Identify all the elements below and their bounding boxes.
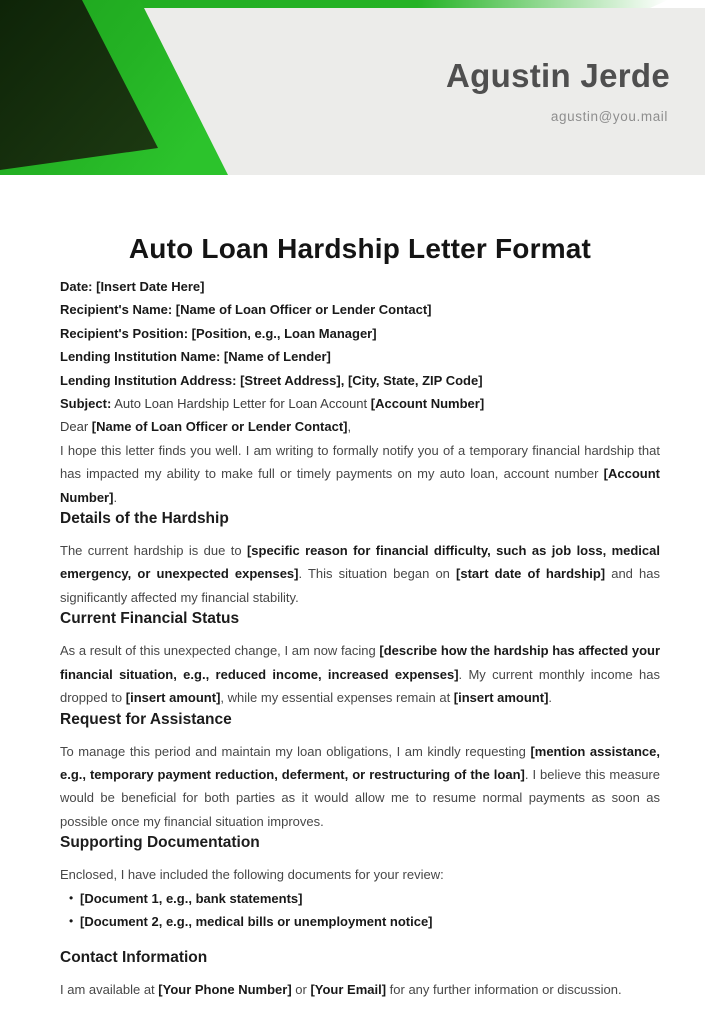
header-top-strip — [112, 0, 668, 9]
placeholder-text: [Your Email] — [310, 982, 387, 998]
body-text: Current Financial Status — [60, 610, 240, 628]
section-heading — [60, 710, 660, 730]
body-text: Contact Information — [60, 949, 208, 967]
body-text: To manage this period and maintain my loan obligations, I am kindly requesting — [60, 743, 531, 759]
section-heading — [60, 833, 660, 853]
address-line — [60, 369, 660, 392]
body-text: or — [291, 982, 311, 998]
paragraph — [60, 439, 660, 509]
body-text: I am available at — [60, 982, 159, 998]
body-text: and has significantly affected my financial stability. — [60, 566, 660, 605]
body-text: . — [113, 489, 118, 505]
placeholder-text: [mention assistance, e.g., temporary payment reduction, deferment, or restructuring of the loan] — [60, 743, 660, 782]
letter-blocks — [60, 275, 660, 1002]
bullet-item — [60, 887, 660, 910]
body-text: , while my essential expenses remain at — [220, 690, 454, 706]
address-line — [60, 298, 660, 321]
bullet-text — [80, 887, 303, 910]
bullet-item — [60, 910, 660, 933]
body-text: I hope this letter finds you well. I am writing to formally notify you of a temporary financial hardship that has impacted my ability to make full or timely payments on my auto loan, account number — [60, 442, 660, 482]
placeholder-text: Date: [Insert Date Here] — [60, 279, 205, 294]
placeholder-text: [Your Phone Number] — [158, 982, 292, 998]
placeholder-text: [Name of Loan Officer or Lender Contact] — [91, 419, 348, 435]
body-text: Details of the Hardship — [60, 510, 229, 528]
body-text: Dear — [60, 419, 92, 435]
body-text: . This situation began on — [298, 566, 457, 582]
address-line — [60, 345, 660, 368]
body-text: As a result of this unexpected change, I am now facing — [60, 643, 380, 659]
letterhead — [0, 0, 720, 175]
placeholder-text: Subject: — [60, 396, 112, 412]
address-line — [60, 275, 660, 298]
body-text: Enclosed, I have included the following documents for your review: — [60, 867, 444, 883]
paragraph — [60, 863, 660, 886]
body-text: . — [548, 690, 553, 706]
address-line — [60, 322, 660, 345]
placeholder-text: Lending Institution Address: [Street Address], [City, State, ZIP Code] — [60, 372, 483, 388]
address-line — [60, 392, 660, 415]
placeholder-text: Recipient's Position: [Position, e.g., Loan Manager] — [60, 325, 377, 341]
body-text: for any further information or discussion. — [386, 982, 622, 998]
body-text: Request for Assistance — [60, 710, 232, 728]
body-text: . My current monthly income has dropped to — [60, 666, 660, 706]
paragraph — [60, 639, 660, 709]
placeholder-text: [insert amount] — [125, 690, 221, 706]
body-text: Auto Loan Hardship Letter for Loan Account — [111, 396, 371, 412]
body-text: Supporting Documentation — [60, 834, 260, 852]
placeholder-text: [Account Number] — [370, 396, 485, 412]
paragraph — [60, 740, 660, 834]
placeholder-text: [specific reason for financial difficulty, such as job loss, medical emergency, or unexpected expenses] — [60, 543, 660, 582]
page-title: Auto Loan Hardship Letter Format — [128, 233, 592, 264]
placeholder-text: [describe how the hardship has affected your financial situation, e.g., reduced income, increased expenses] — [60, 643, 661, 682]
placeholder-text: [Document 1, e.g., bank statements] — [80, 890, 303, 906]
paragraph — [60, 978, 660, 1001]
placeholder-text: Lending Institution Name: [Name of Lender] — [60, 349, 331, 365]
placeholder-text: Recipient's Name: [Name of Loan Officer or Lender Contact] — [60, 302, 432, 318]
placeholder-text: [start date of hardship] — [456, 566, 606, 582]
sender-name: Agustin Jerde — [446, 57, 670, 94]
body-text: . I believe this measure would be beneficial for both parties as it would allow me to resume normal payments as soon as possible once my financial situation improves. — [60, 766, 660, 829]
bullet-icon: • — [69, 890, 74, 905]
section-heading — [60, 948, 660, 968]
paragraph — [60, 539, 660, 609]
placeholder-text: [Account Number] — [60, 466, 660, 505]
body-text: , — [347, 419, 352, 435]
body-text: The current hardship is due to — [60, 543, 247, 559]
sender-email: agustin@you.mail — [550, 109, 668, 124]
letter-body — [0, 233, 720, 1002]
section-heading — [60, 509, 660, 529]
bullet-text — [80, 910, 433, 933]
section-heading — [60, 609, 660, 629]
placeholder-text: [insert amount] — [453, 690, 549, 706]
address-line — [60, 415, 660, 438]
placeholder-text: [Document 2, e.g., medical bills or unemployment notice] — [80, 913, 433, 929]
bullet-icon: • — [69, 913, 74, 928]
